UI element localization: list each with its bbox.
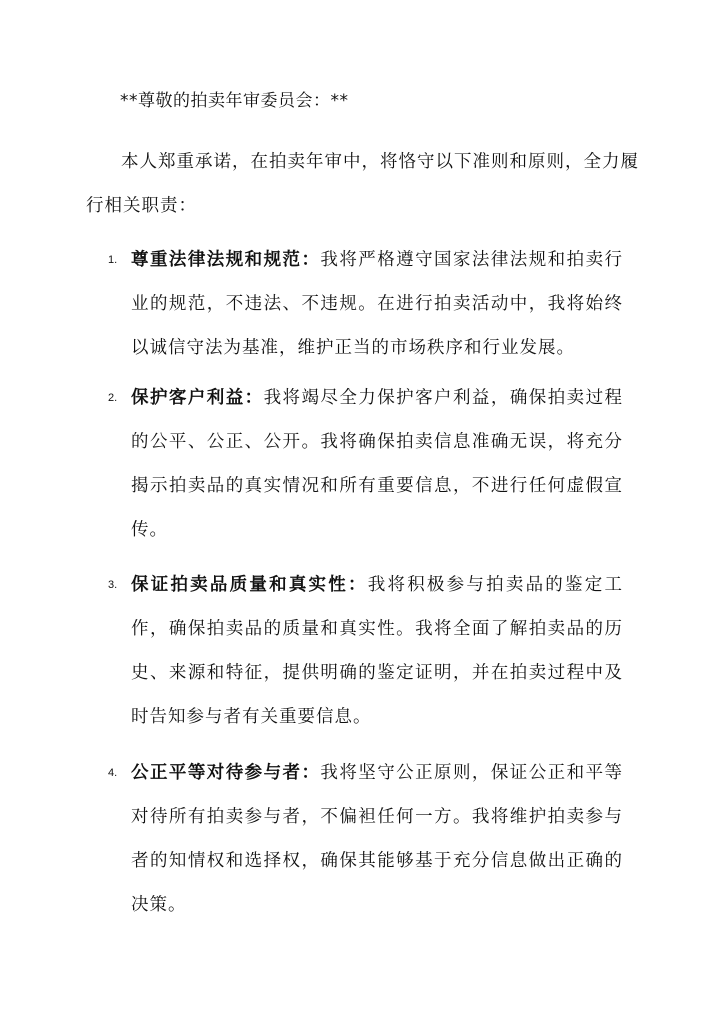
pledge-title: 尊重法律法规和规范： [131, 250, 321, 270]
pledge-number: 2. [108, 392, 118, 404]
pledge-text: 我将坚守公正原则，保证公正和平等对待所有拍卖参与者，不偏袒任何一方。我将维护拍卖参与者的知情权和选择权，确保其能够基于充分信息做出正确的决策。 [131, 763, 624, 915]
pledge-text: 我将竭尽全力保护客户利益，确保拍卖过程的公平、公正、公开。我将确保拍卖信息准确无误，将充分揭示拍卖品的真实情况和所有重要信息，不进行任何虚假宣传。 [131, 388, 624, 540]
pledge-text: 我将严格遵守国家法律法规和拍卖行业的规范，不违法、不违规。在进行拍卖活动中，我将始终以诚信守法为基准，维护正当的市场秩序和行业发展。 [131, 250, 624, 358]
pledge-title: 保证拍卖品质量和真实性： [131, 575, 368, 595]
pledge-body [131, 751, 623, 927]
pledge-body [131, 376, 623, 552]
pledge-number: 4. [108, 767, 118, 779]
salutation: **尊敬的拍卖年审委员会：** [120, 91, 349, 111]
pledge-number: 3. [108, 579, 118, 591]
pledge-title: 公正平等对待参与者： [131, 763, 321, 783]
pledge-title: 保护客户利益： [131, 388, 264, 408]
pledge-number: 1. [108, 254, 118, 266]
pledge-text: 我将积极参与拍卖品的鉴定工作，确保拍卖品的质量和真实性。我将全面了解拍卖品的历史、来源和特征，提供明确的鉴定证明，并在拍卖过程中及时告知参与者有关重要信息。 [131, 575, 623, 727]
intro-paragraph: 本人郑重承诺，在拍卖年审中，将恪守以下准则和原则，全力履行相关职责： [86, 152, 639, 216]
pledge-body [131, 238, 623, 370]
pledge-body [131, 563, 623, 739]
